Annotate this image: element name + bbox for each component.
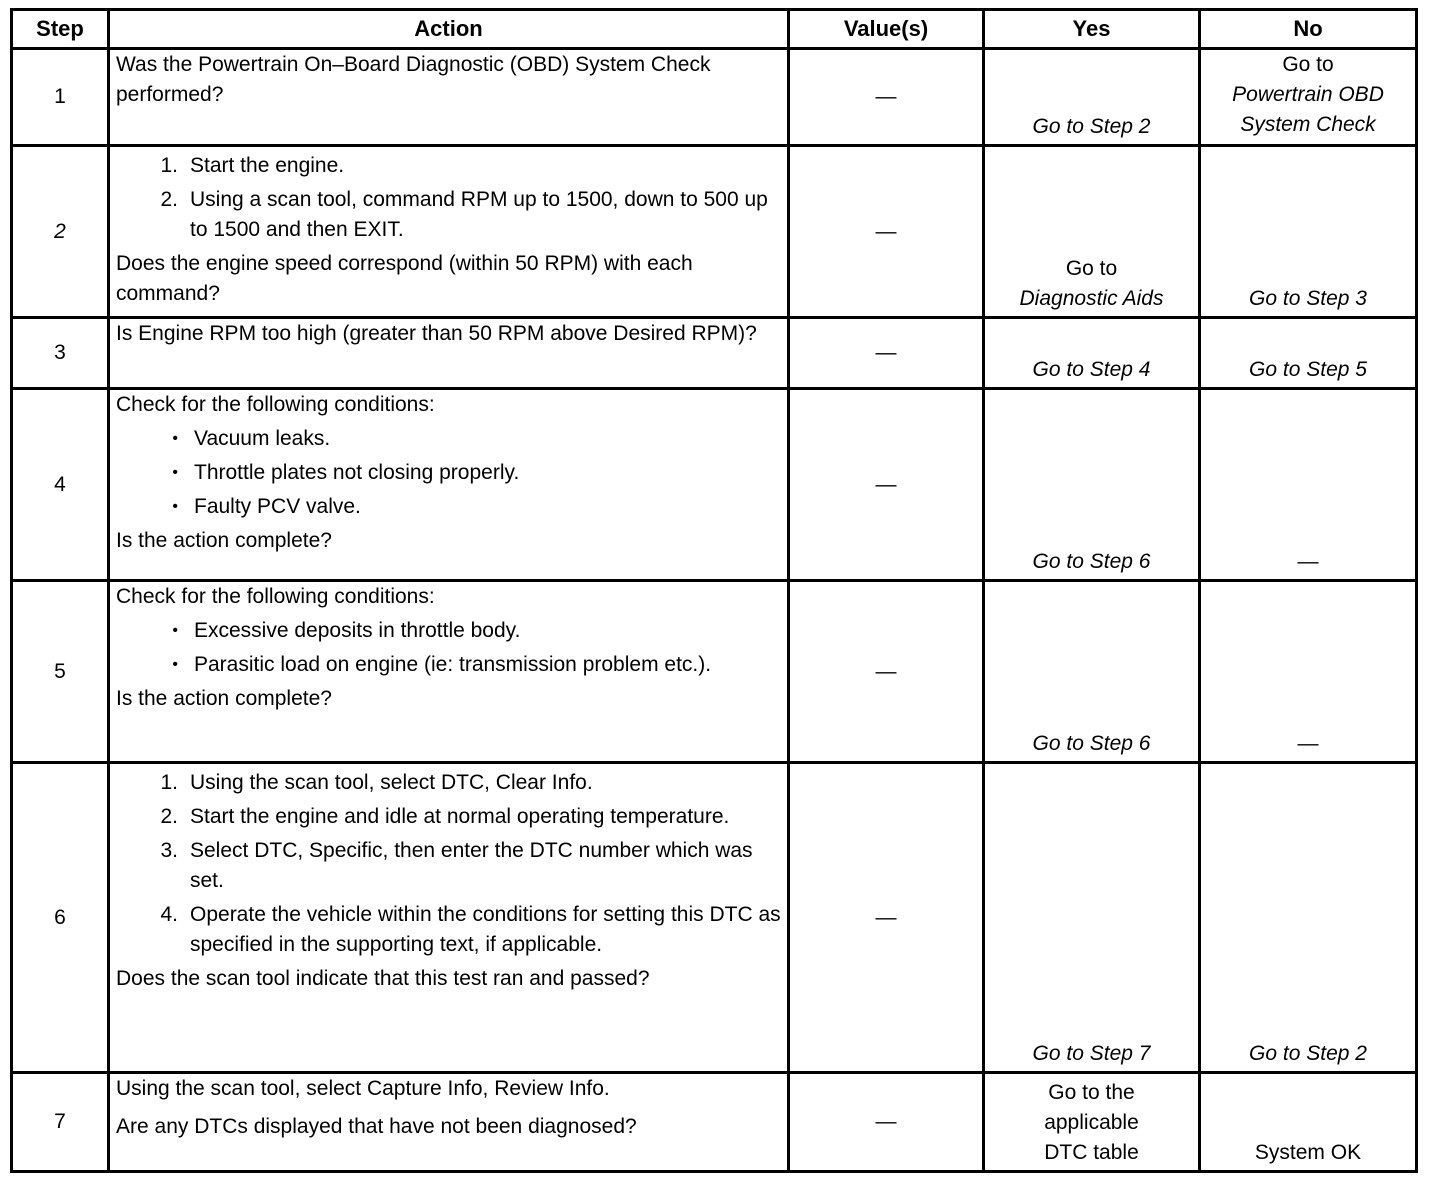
action-cell bbox=[109, 581, 789, 763]
action-instruction: Using the scan tool, select Capture Info, Review Info. bbox=[116, 1077, 610, 1100]
action-intro: Check for the following conditions: bbox=[116, 393, 435, 416]
bullet-list bbox=[116, 424, 781, 522]
list-item bbox=[116, 616, 781, 646]
no-cell: System OK bbox=[1200, 1073, 1417, 1172]
value-cell: — bbox=[789, 1073, 984, 1172]
no-cell: — bbox=[1200, 389, 1417, 581]
yes-link: Diagnostic Aids bbox=[1019, 287, 1164, 310]
list-text: Using the scan tool, select DTC, Clear Info. bbox=[190, 771, 593, 794]
list-number: 2. bbox=[160, 805, 178, 828]
bullet-icon: • bbox=[172, 622, 178, 639]
no-cell: Go to Step 5 bbox=[1200, 318, 1417, 389]
list-item bbox=[116, 768, 781, 798]
bullet-icon: • bbox=[172, 498, 178, 515]
yes-cell: Go to the applicable DTC table bbox=[984, 1073, 1200, 1172]
list-item bbox=[116, 650, 781, 680]
table-row bbox=[12, 389, 1417, 581]
action-question: Is Engine RPM too high (greater than 50 RPM above Desired RPM)? bbox=[116, 322, 757, 345]
value-cell: — bbox=[789, 318, 984, 389]
numbered-list bbox=[116, 151, 781, 245]
list-item bbox=[116, 424, 781, 454]
list-text: Start the engine and idle at normal operating temperature. bbox=[190, 805, 730, 828]
list-item bbox=[116, 900, 781, 960]
diagnostic-table bbox=[10, 8, 1418, 1173]
action-question: Does the scan tool indicate that this test ran and passed? bbox=[116, 967, 650, 990]
step-number: 4 bbox=[12, 389, 109, 581]
value-cell: — bbox=[789, 389, 984, 581]
list-number: 1. bbox=[160, 771, 178, 794]
list-text: Parasitic load on engine (ie: transmission problem etc.). bbox=[194, 653, 712, 676]
numbered-list bbox=[116, 768, 781, 960]
yes-cell: Go to Step 7 bbox=[984, 763, 1200, 1073]
action-cell bbox=[109, 1073, 789, 1172]
table-row bbox=[12, 763, 1417, 1073]
list-number: 1. bbox=[160, 154, 178, 177]
no-cell: Go to Step 3 bbox=[1200, 146, 1417, 318]
header-step: Step bbox=[12, 10, 109, 49]
list-item bbox=[116, 492, 781, 522]
yes-prefix: Go to bbox=[1065, 257, 1118, 280]
header-values: Value(s) bbox=[789, 10, 984, 49]
bullet-icon: • bbox=[172, 656, 178, 673]
list-number: 4. bbox=[160, 903, 178, 926]
bullet-icon: • bbox=[172, 464, 178, 481]
action-question: Does the engine speed correspond (within 50 RPM) with each command? bbox=[116, 252, 693, 305]
value-cell: — bbox=[789, 763, 984, 1073]
list-number: 2. bbox=[160, 188, 178, 211]
action-cell bbox=[109, 318, 789, 389]
value-cell: — bbox=[789, 49, 984, 146]
header-row bbox=[12, 10, 1417, 49]
list-text: Start the engine. bbox=[190, 154, 345, 177]
step-number: 1 bbox=[12, 49, 109, 146]
header-no: No bbox=[1200, 10, 1417, 49]
list-text: Excessive deposits in throttle body. bbox=[194, 619, 521, 642]
list-text: Vacuum leaks. bbox=[194, 427, 331, 450]
list-text: Throttle plates not closing properly. bbox=[194, 461, 520, 484]
action-intro: Check for the following conditions: bbox=[116, 585, 435, 608]
value-cell: — bbox=[789, 581, 984, 763]
step-number: 6 bbox=[12, 763, 109, 1073]
action-question: Are any DTCs displayed that have not been diagnosed? bbox=[116, 1115, 637, 1138]
table-row bbox=[12, 1073, 1417, 1172]
no-link: Powertrain OBD System Check bbox=[1232, 83, 1384, 136]
yes-cell: Go to Step 6 bbox=[984, 389, 1200, 581]
list-text: Operate the vehicle within the conditions for setting this DTC as specified in the supporting text, if applicable. bbox=[190, 903, 781, 956]
list-number: 3. bbox=[160, 839, 178, 862]
step-number: 7 bbox=[12, 1073, 109, 1172]
action-cell bbox=[109, 49, 789, 146]
list-text: Select DTC, Specific, then enter the DTC number which was set. bbox=[190, 839, 753, 892]
no-prefix: Go to bbox=[1282, 53, 1334, 76]
yes-cell bbox=[984, 146, 1200, 318]
action-question: Is the action complete? bbox=[116, 529, 332, 552]
action-cell bbox=[109, 146, 789, 318]
bullet-list bbox=[116, 616, 781, 680]
list-text: Using a scan tool, command RPM up to 1500, down to 500 up to 1500 and then EXIT. bbox=[190, 188, 768, 241]
no-cell: Go to Step 2 bbox=[1200, 763, 1417, 1073]
step-number: 5 bbox=[12, 581, 109, 763]
table-row bbox=[12, 318, 1417, 389]
list-item bbox=[116, 836, 781, 896]
yes-cell: Go to Step 4 bbox=[984, 318, 1200, 389]
action-question: Is the action complete? bbox=[116, 687, 332, 710]
list-text: Faulty PCV valve. bbox=[194, 495, 361, 518]
list-item bbox=[116, 458, 781, 488]
bullet-icon: • bbox=[172, 430, 178, 447]
yes-cell: Go to Step 2 bbox=[984, 49, 1200, 146]
list-item bbox=[116, 151, 781, 181]
table-row bbox=[12, 49, 1417, 146]
list-item bbox=[116, 185, 781, 245]
header-action: Action bbox=[109, 10, 789, 49]
action-question: Was the Powertrain On–Board Diagnostic (OBD) System Check performed? bbox=[116, 53, 711, 106]
table-row bbox=[12, 581, 1417, 763]
no-cell bbox=[1200, 49, 1417, 146]
header-yes: Yes bbox=[984, 10, 1200, 49]
no-cell: — bbox=[1200, 581, 1417, 763]
step-number: 2 bbox=[12, 146, 109, 318]
yes-cell: Go to Step 6 bbox=[984, 581, 1200, 763]
step-number: 3 bbox=[12, 318, 109, 389]
action-cell bbox=[109, 389, 789, 581]
list-item bbox=[116, 802, 781, 832]
table-row bbox=[12, 146, 1417, 318]
action-cell bbox=[109, 763, 789, 1073]
value-cell: — bbox=[789, 146, 984, 318]
